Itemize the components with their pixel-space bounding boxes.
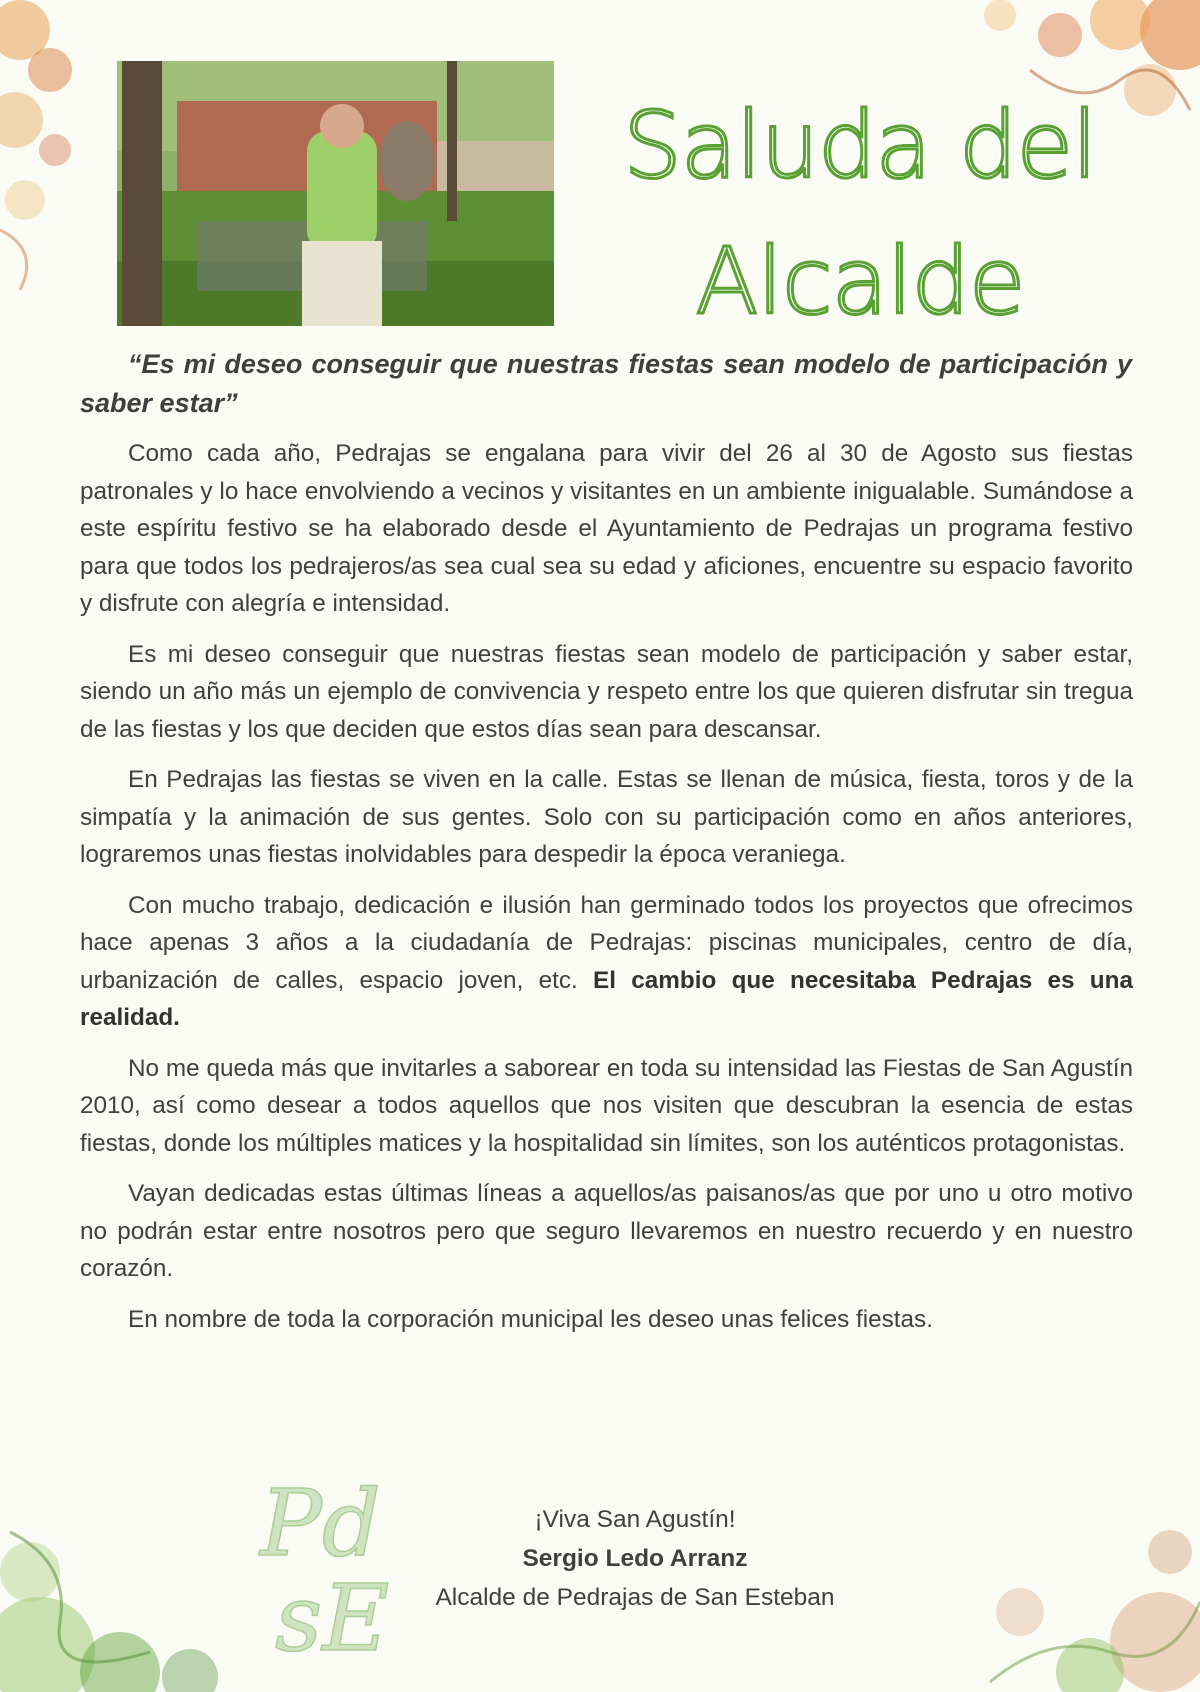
logo-letters-bottom: sE	[275, 1565, 390, 1660]
paragraph-3: En Pedrajas las fiestas se viven en la calle. Estas se llenan de música, fiesta, toros y de la simpatía y la animación de sus gentes. Solo con su participación como en años anteriores, lograremos unas fiestas inolvidables para despedir la época veraniega.	[80, 766, 1133, 868]
signature-block	[400, 1500, 870, 1617]
paragraph-4-bold: El cambio que necesitaba Pedrajas es una realidad.	[80, 966, 1133, 1031]
paragraph-5: No me queda más que invitarles a saborear en toda su intensidad las Fiestas de San Agustín 2010, así como desear a todos aquellos que nos visiten que descubran la esencia de estas fiestas, donde los múltiples matices y la hospitalidad sin límites, son los auténticos protagonistas.	[80, 1054, 1133, 1157]
highlight-quote: “Es mi deseo conseguir que nuestras fiestas sean modelo de participación y saber estar”	[80, 349, 1132, 418]
paragraph-6: Vayan dedicadas estas últimas líneas a aquellos/as paisanos/as que por uno u otro motivo no podrán estar entre nosotros pero que seguro llevaremos en nuestro recuerdo y en nuestro corazón.	[80, 1180, 1133, 1282]
paragraph-4	[80, 887, 1133, 1037]
title-line-2: Alcalde	[695, 228, 1025, 335]
mayor-photo	[117, 61, 554, 326]
letter-body	[80, 435, 1133, 1351]
logo-letters-top: Pd	[260, 1470, 381, 1577]
floral-decoration-bottom-left	[0, 1472, 260, 1692]
signature-name: Sergio Ledo Arranz	[522, 1545, 748, 1572]
page-title	[560, 78, 1160, 350]
paragraph-1: Como cada año, Pedrajas se engalana para vivir del 26 al 30 de Agosto sus fiestas patronales y lo hace envolviendo a vecinos y visitantes en un ambiente inigualable. Sumándose a este espíritu festivo se ha elaborado desde el Ayuntamiento de Pedrajas un programa festivo para que todos los pedrajeros/as sea cual sea su edad y aficiones, encuentre su espacio favorito y disfrute con alegría e intensidad.	[80, 440, 1133, 617]
floral-decoration-bottom-right	[900, 1492, 1200, 1692]
signature-cheer: ¡Viva San Agustín!	[534, 1506, 736, 1533]
floral-decoration-top-left	[0, 0, 110, 300]
signature-role: Alcalde de Pedrajas de San Esteban	[435, 1584, 835, 1611]
paragraph-2: Es mi deseo conseguir que nuestras fiestas sean modelo de participación y saber estar, siendo un año más un ejemplo de convivencia y respeto entre los que quieren disfrutar sin tregua de las fiestas y los que deciden que estos días sean para descansar.	[80, 640, 1133, 743]
pedrajas-logo	[255, 1470, 395, 1660]
closing-line: En nombre de toda la corporación municipal les deseo unas felices fiestas.	[128, 1305, 933, 1333]
title-line-1: Saluda del	[623, 92, 1097, 199]
paragraph-4-text: Con mucho trabajo, dedicación e ilusión han germinado todos los proyectos que ofrecimos hace apenas 3 años a la ciudadanía de Pedrajas: piscinas municipales, centro de día, urbanización de calles, espacio joven, etc.	[80, 891, 1133, 994]
